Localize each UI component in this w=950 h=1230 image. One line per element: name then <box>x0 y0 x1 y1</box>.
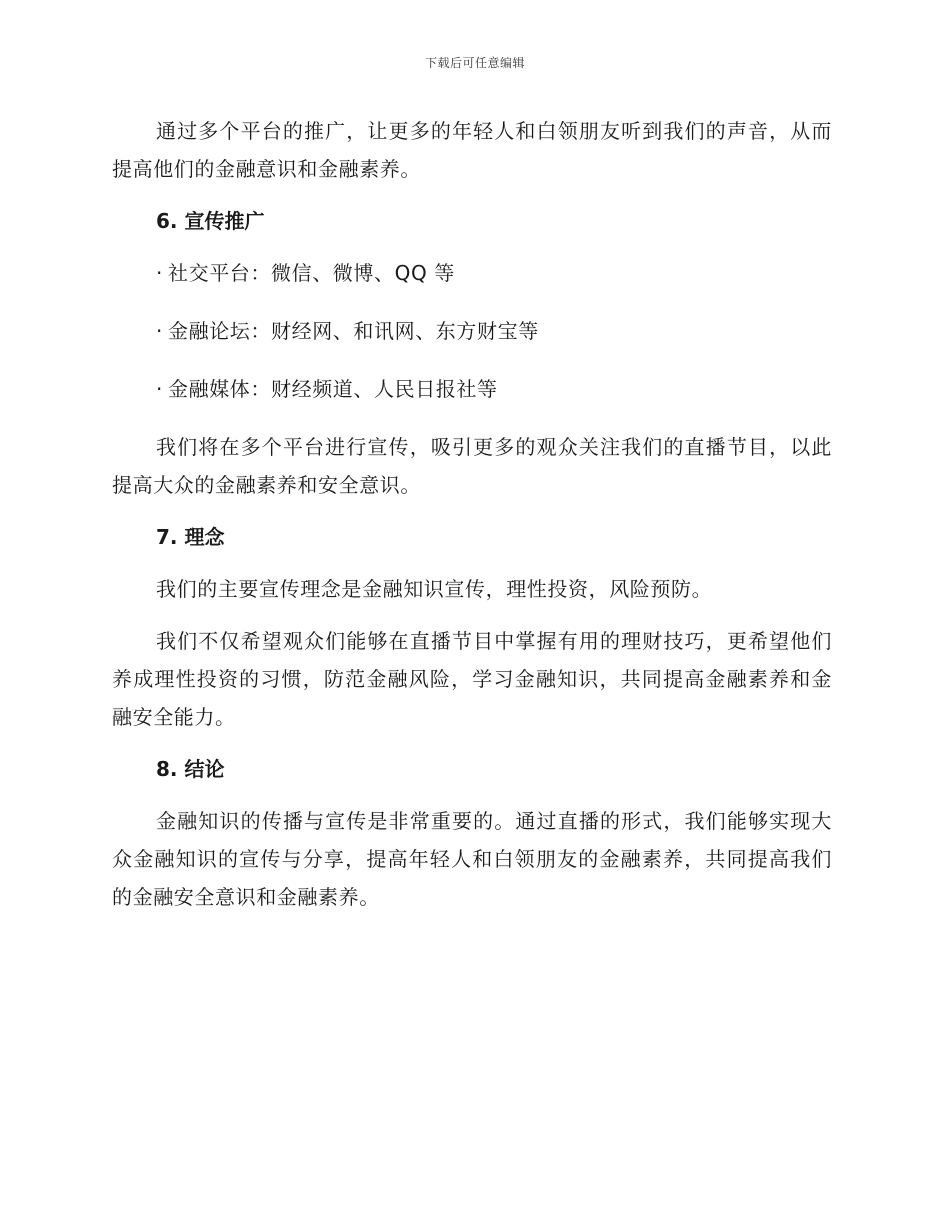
paragraph-philosophy-main: 我们的主要宣传理念是金融知识宣传，理性投资，风险预防。 <box>156 577 713 601</box>
bullet-marker: · <box>156 319 163 343</box>
bullet-marker: · <box>156 261 163 285</box>
section-heading-philosophy: 7. 理念 <box>156 525 225 549</box>
paragraph-philosophy-hope: 我们不仅希望观众们能够在直播节目中掌握有用的理财技巧，更希望他们养成理性投资的习惯，防范金融风险，学习金融知识，共同提高金融素养和金融安全能力。 <box>112 629 832 729</box>
header-note: 下载后可任意编辑 <box>424 56 525 70</box>
document-body <box>112 112 832 930</box>
list-item-finance-media <box>112 370 832 408</box>
paragraph-promotion-summary: 我们将在多个平台进行宣传，吸引更多的观众关注我们的直播节目，以此提高大众的金融素养和安全意识。 <box>112 435 832 497</box>
bullet-marker: · <box>156 377 163 401</box>
paragraph-conclusion: 金融知识的传播与宣传是非常重要的。通过直播的形式，我们能够实现大众金融知识的宣传与分享，提高年轻人和白领朋友的金融素养，共同提高我们的金融安全意识和金融素养。 <box>112 809 832 909</box>
list-item-text: 金融媒体：财经频道、人民日报社等 <box>168 377 498 401</box>
section-heading-promotion: 6. 宣传推广 <box>156 209 265 233</box>
list-item-text: 社交平台：微信、微博、QQ 等 <box>168 261 455 285</box>
list-item-text: 金融论坛：财经网、和讯网、东方财宝等 <box>168 319 539 343</box>
paragraph-promotion-intro: 通过多个平台的推广，让更多的年轻人和白领朋友听到我们的声音，从而提高他们的金融意识和金融素养。 <box>112 119 832 181</box>
list-item-social-platforms <box>112 254 832 292</box>
list-item-finance-forums <box>112 312 832 350</box>
section-heading-conclusion: 8. 结论 <box>156 757 225 781</box>
